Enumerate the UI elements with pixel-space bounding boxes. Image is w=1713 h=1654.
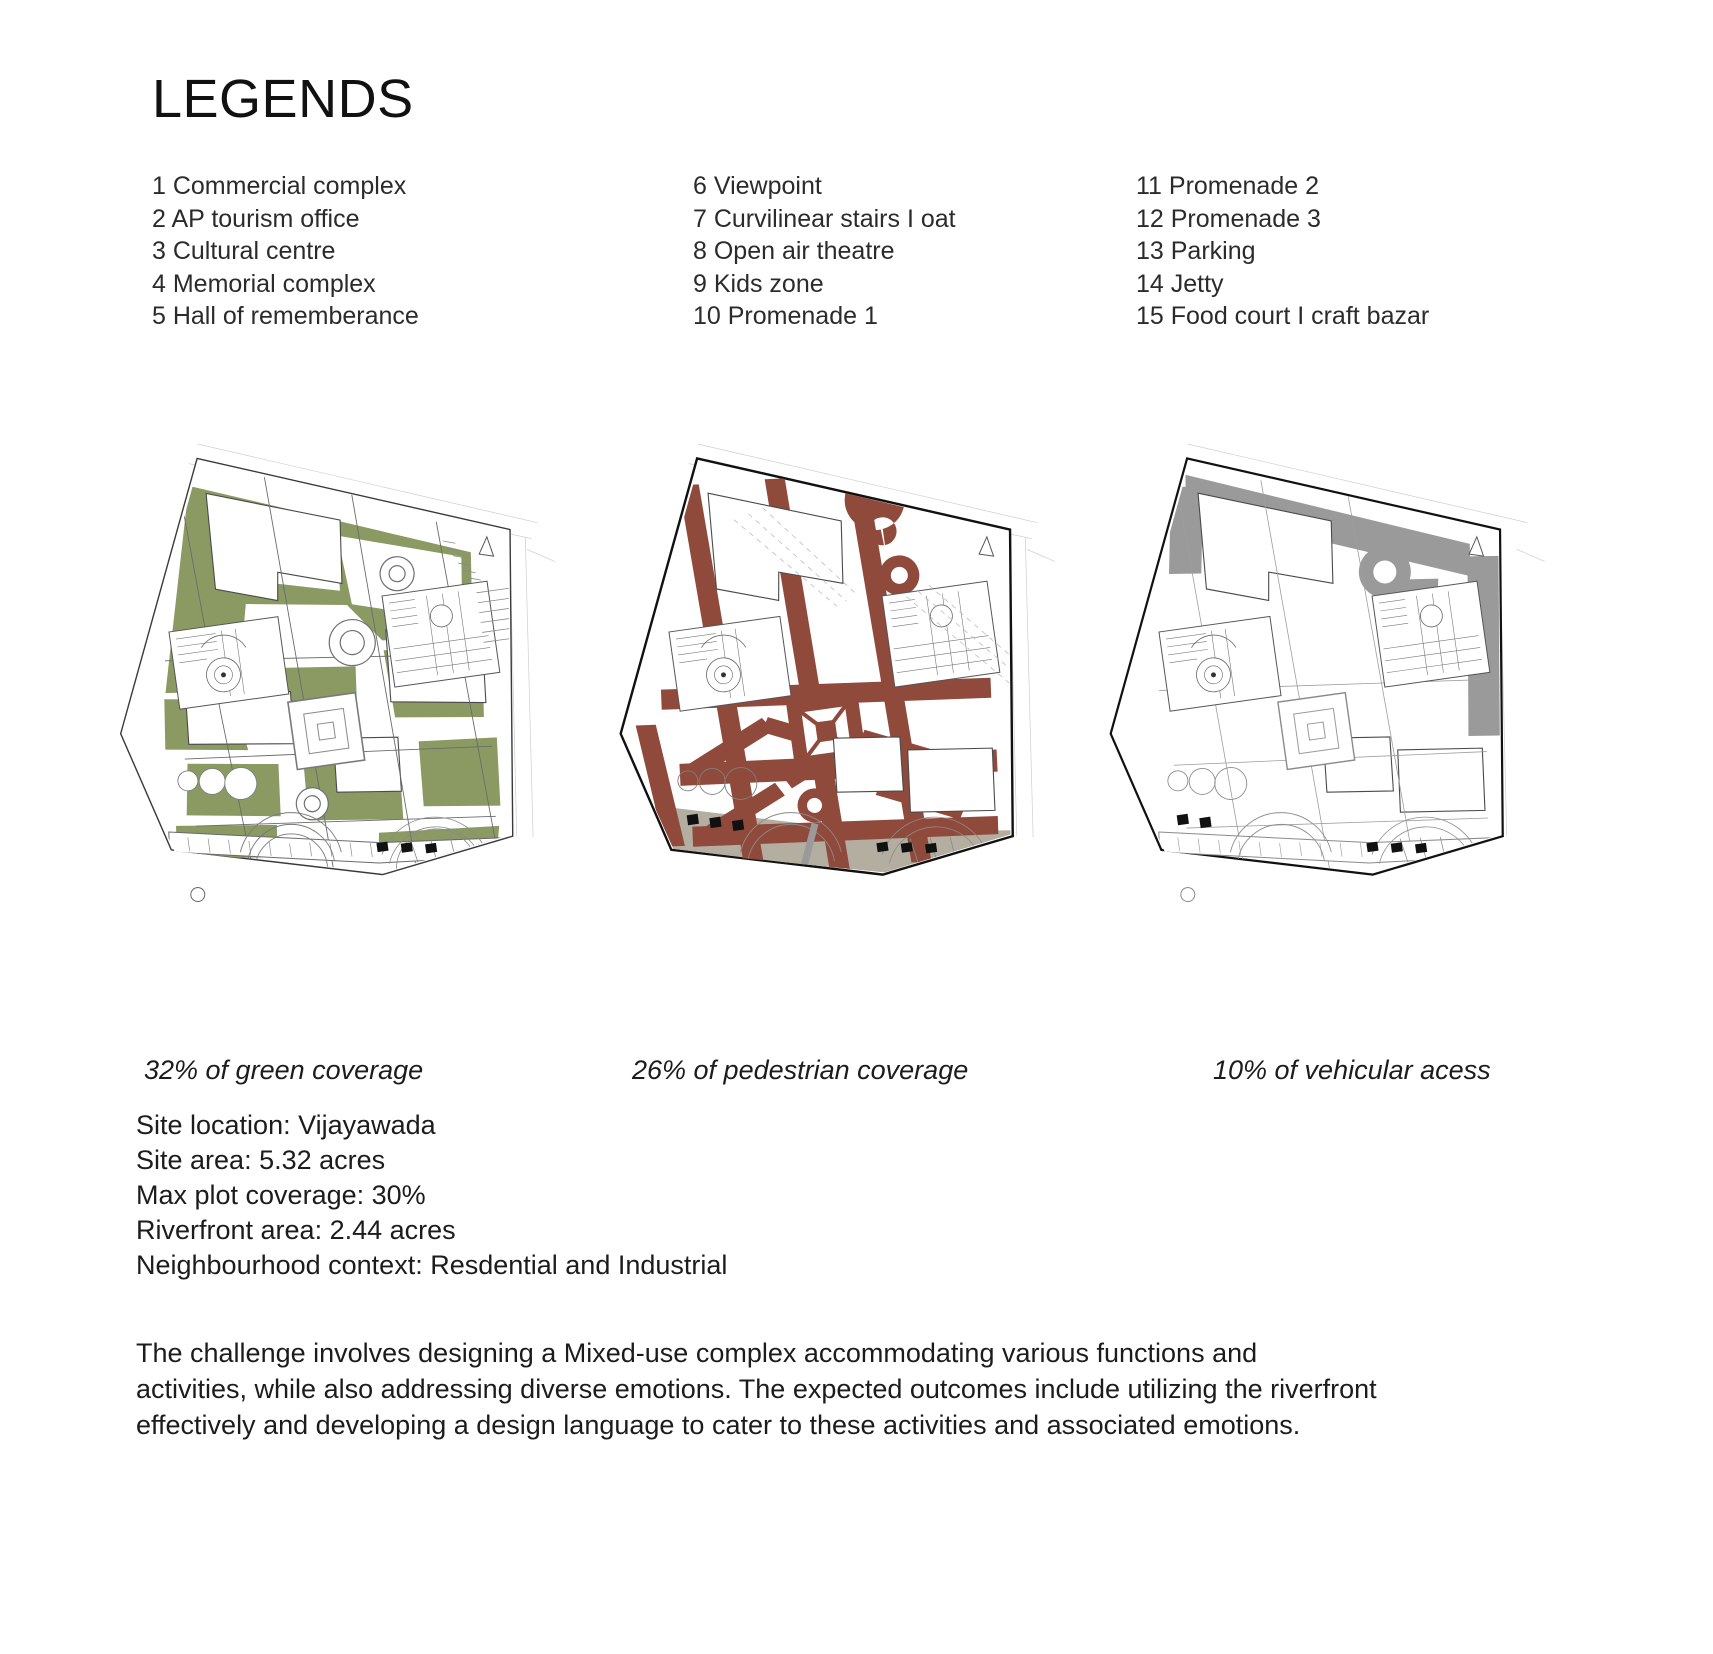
legend-column-2 (693, 170, 956, 333)
green-coverage-plan-drawing (55, 410, 575, 950)
central-plaza (1278, 693, 1355, 770)
neighbourhood-context: Neighbourhood context: Resdential and Industrial (136, 1250, 728, 1280)
detailed-block-right (1372, 581, 1490, 687)
pedestrian-coverage-plan (555, 410, 1075, 950)
legend-item-14: 14 Jetty (1136, 269, 1224, 298)
legend-item-5: 5 Hall of rememberance (152, 302, 419, 330)
detailed-block-right (882, 581, 1000, 687)
detailed-block-left (169, 617, 289, 710)
legend-list (0, 170, 1713, 340)
page-title: LEGENDS (152, 69, 414, 129)
caption-pedestrian-coverage: 26% of pedestrian coverage (632, 1055, 969, 1085)
detailed-block-left (1159, 616, 1281, 711)
central-plaza (288, 693, 365, 770)
legend-item-1: 1 Commercial complex (152, 172, 407, 200)
caption-vehicular-access: 10% of vehicular acess (1213, 1055, 1491, 1085)
site-plan-diagrams (0, 410, 1713, 950)
legend-item-12: 12 Promenade 3 (1136, 204, 1321, 233)
legend-item-3: 3 Cultural centre (152, 237, 336, 265)
legend-item-15: 15 Food court I craft bazar (1136, 302, 1430, 330)
site-location: Site location: Vijayawada (136, 1110, 436, 1140)
pedestrian-coverage-plan-drawing (555, 410, 1075, 950)
detailed-block-left (669, 616, 791, 711)
legend-column-1 (152, 170, 419, 333)
legend-item-2: 2 AP tourism office (152, 204, 360, 233)
legend-item-11: 11 Promenade 2 (1136, 172, 1319, 200)
legend-column-3 (1136, 170, 1429, 333)
brief-line-1: The challenge involves designing a Mixed-use complex accommodating various functions and (136, 1338, 1258, 1368)
site-info-block (136, 1108, 1236, 1283)
brief-line-3: effectively and developing a design language to cater to these activities and associated emotions. (136, 1410, 1301, 1440)
vehicular-access-plan-drawing (1045, 410, 1565, 950)
detailed-block-right (382, 581, 500, 687)
riverfront-area: Riverfront area: 2.44 acres (136, 1215, 456, 1245)
plan-caption-row (0, 1055, 1713, 1105)
green-coverage-plan (55, 410, 575, 950)
design-brief-paragraph (136, 1335, 1488, 1443)
legend-item-4: 4 Memorial complex (152, 269, 376, 298)
legend-item-7: 7 Curvilinear stairs I oat (693, 204, 956, 233)
caption-green-coverage: 32% of green coverage (144, 1055, 424, 1085)
scale-marker (190, 887, 206, 903)
scale-marker (1180, 887, 1196, 903)
max-plot-coverage: Max plot coverage: 30% (136, 1180, 426, 1210)
site-area: Site area: 5.32 acres (136, 1145, 386, 1175)
vehicular-access-plan (1045, 410, 1565, 950)
legend-item-13: 13 Parking (1136, 237, 1256, 265)
legend-item-6: 6 Viewpoint (693, 172, 822, 200)
legend-item-8: 8 Open air theatre (693, 237, 895, 265)
legend-item-9: 9 Kids zone (693, 269, 824, 298)
brief-line-2: activities, while also addressing diverse emotions. The expected outcomes include utilizing the riverfront (136, 1374, 1377, 1404)
legend-item-10: 10 Promenade 1 (693, 302, 878, 330)
